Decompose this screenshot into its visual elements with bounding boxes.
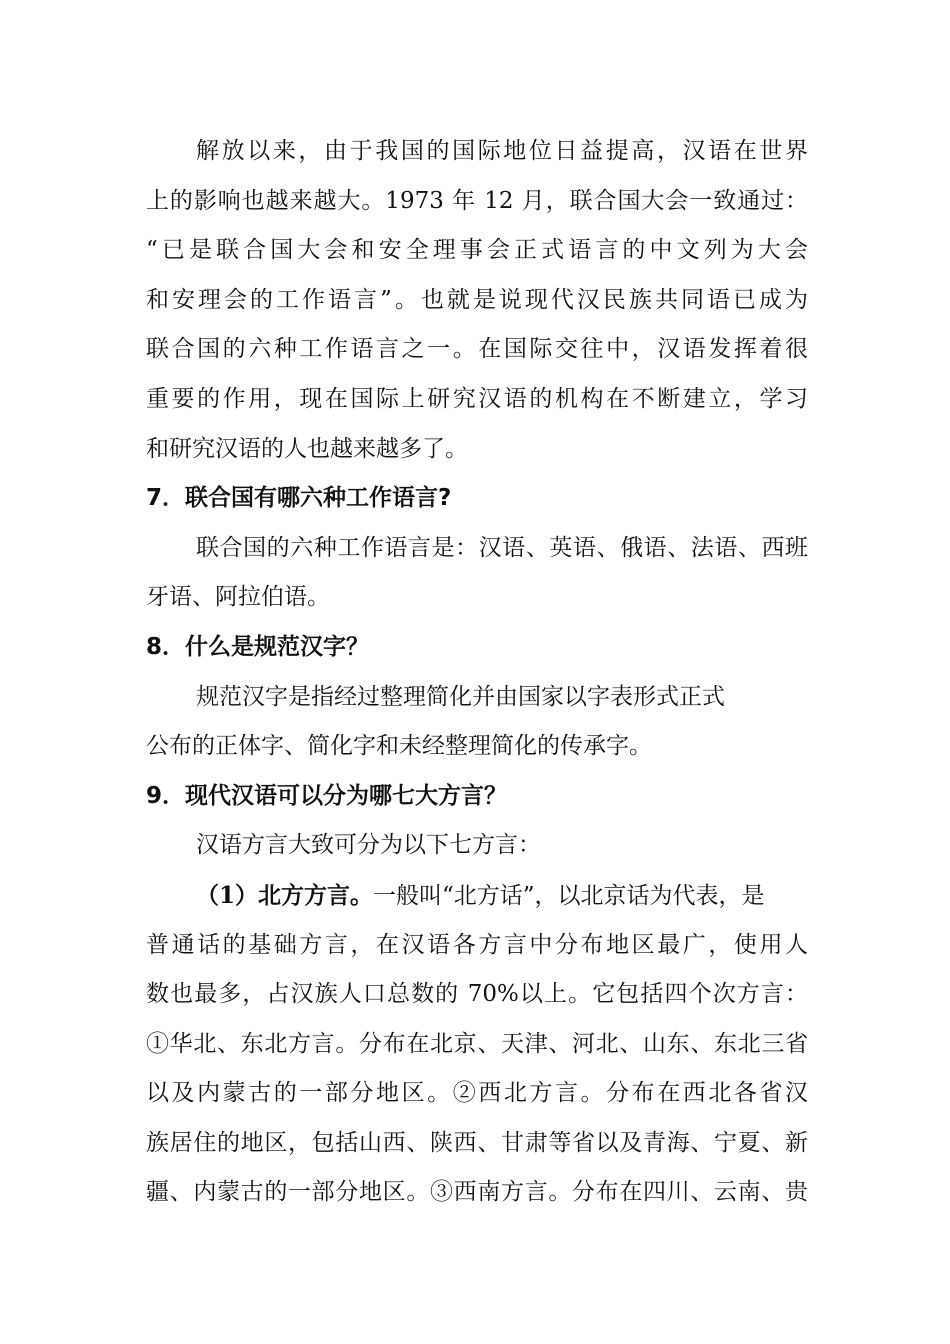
section-heading: 8．什么是规范汉字？ bbox=[146, 633, 370, 660]
paragraph-line: 族居住的地区，包括山西、陕西、甘肃等省以及青海、宁夏、新 bbox=[146, 1129, 808, 1156]
paragraph-line: 普通话的基础方言，在汉语各方言中分布地区最广，使用人 bbox=[146, 931, 808, 958]
paragraph-line: 疆、内蒙古的一部分地区。③西南方言。分布在四川、云南、贵 bbox=[146, 1179, 808, 1206]
list-item-first-line bbox=[146, 871, 808, 921]
paragraph-line: 规范汉字是指经过整理简化并由国家以字表形式正式 bbox=[196, 683, 725, 710]
paragraph-line: 和安理会的工作语言”。也就是说现代汉民族共同语已成为 bbox=[146, 286, 808, 313]
list-item-text: 一般叫“北方话”，以北京话为代表，是 bbox=[373, 882, 765, 909]
paragraph-line: 公布的正体字、简化字和未经整理简化的传承字。 bbox=[146, 733, 652, 760]
paragraph-line: 解放以来，由于我国的国际地位日益提高，汉语在世界 bbox=[196, 138, 808, 164]
paragraph-line: ①华北、东北方言。分布在北京、天津、河北、山东、东北三省 bbox=[146, 1030, 808, 1057]
paragraph-line: 数也最多，占汉族人口总数的 70%以上。它包括四个次方言： bbox=[146, 981, 808, 1008]
document-body bbox=[146, 127, 808, 1218]
section-heading: 7．联合国有哪六种工作语言? bbox=[146, 485, 452, 512]
list-item-title: （1）北方方言。 bbox=[196, 881, 374, 909]
section-heading: 9．现代汉语可以分为哪七大方言？ bbox=[146, 782, 508, 809]
paragraph-line: 上的影响也越来越大。1973 年 12 月，联合国大会一致通过： bbox=[146, 187, 808, 214]
paragraph-line: 汉语方言大致可分为以下七方言： bbox=[196, 832, 541, 859]
paragraph-line: 以及内蒙古的一部分地区。②西北方言。分布在西北各省汉 bbox=[146, 1080, 808, 1107]
paragraph-line: 重要的作用，现在国际上研究汉语的机构在不断建立，学习 bbox=[146, 385, 808, 412]
paragraph-line: “已是联合国大会和安全理事会正式语言的中文列为大会 bbox=[146, 237, 808, 264]
paragraph-line: 联合国的六种工作语言之一。在国际交往中，汉语发挥着很 bbox=[146, 336, 808, 363]
paragraph-line: 和研究汉语的人也越来越多了。 bbox=[146, 435, 468, 462]
paragraph-line: 牙语、阿拉伯语。 bbox=[146, 584, 330, 611]
paragraph-line: 联合国的六种工作语言是：汉语、英语、俄语、法语、西班 bbox=[196, 534, 808, 561]
